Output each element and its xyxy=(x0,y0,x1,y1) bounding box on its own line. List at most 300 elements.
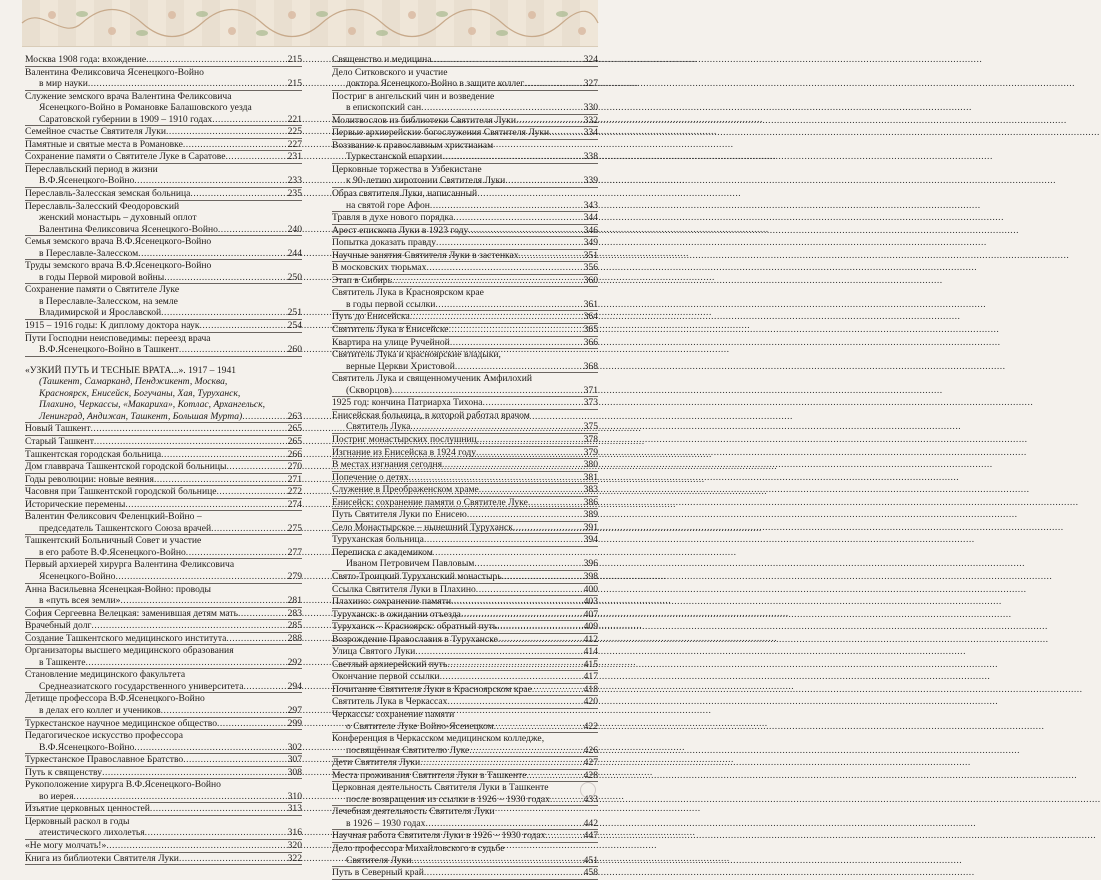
toc-page-number: 271 xyxy=(287,473,302,485)
toc-entry-row xyxy=(332,337,598,349)
toc-entry[interactable] xyxy=(332,324,598,337)
toc-entry-row xyxy=(332,102,598,114)
leader-dots xyxy=(186,547,287,559)
toc-entry-title-line: Воззвание к православным христианам xyxy=(332,139,494,151)
toc-entry-title-line: Анна Васильевна Ясенецкая-Войно: проводы xyxy=(25,583,211,595)
toc-entry[interactable] xyxy=(332,115,598,128)
toc-entry[interactable] xyxy=(332,684,598,697)
toc-entry[interactable] xyxy=(25,365,302,424)
toc-entry-row xyxy=(332,54,598,66)
leader-dots xyxy=(528,497,583,509)
leader-dots xyxy=(476,447,583,459)
leader-dots xyxy=(218,224,287,236)
toc-entry[interactable] xyxy=(25,201,302,237)
toc-entry-row xyxy=(25,657,302,669)
toc-page-number: 398 xyxy=(583,570,598,582)
toc-entry[interactable] xyxy=(25,779,302,803)
leader-dots xyxy=(179,853,287,865)
toc-entry-row xyxy=(332,311,598,323)
leader-dots xyxy=(183,754,286,766)
toc-entry-row xyxy=(332,757,598,769)
toc-entry-title-line: Семейное счастье Святителя Луки xyxy=(25,126,167,138)
toc-entry[interactable] xyxy=(25,620,302,633)
toc-entry[interactable] xyxy=(332,596,598,609)
toc-entry-row xyxy=(25,175,302,187)
toc-entry-row xyxy=(25,827,302,839)
toc-entry-title-line: Туруханская больница xyxy=(332,534,424,546)
toc-entry-title-line: Пути Господни неисповедимы: переезд врача xyxy=(25,332,211,344)
toc-entry-title-line: Путь до Енисейска xyxy=(332,311,410,323)
toc-entry[interactable] xyxy=(25,730,302,754)
toc-entry[interactable] xyxy=(332,709,598,733)
toc-entry-title-line: В местах изгнания сегодня xyxy=(332,459,442,471)
leader-dots xyxy=(421,102,582,114)
toc-entry[interactable] xyxy=(332,757,598,770)
toc-entry-title-line: Ясенецкого-Войно xyxy=(39,570,116,582)
toc-entry-title-line: Черкассы: сохранение памяти xyxy=(332,708,455,720)
leader-dots xyxy=(166,126,287,138)
leader-dots xyxy=(447,696,582,708)
toc-entry[interactable] xyxy=(25,645,302,669)
toc-entry[interactable] xyxy=(332,250,598,263)
toc-entry[interactable] xyxy=(332,373,598,397)
toc-entry[interactable] xyxy=(25,474,302,487)
toc-entry-row xyxy=(332,324,598,336)
toc-entry-title-line: на святой горе Афон xyxy=(346,199,430,211)
toc-entry-title-line: Священство и медицина xyxy=(332,54,432,65)
toc-entry-row xyxy=(332,127,598,139)
toc-entry[interactable] xyxy=(332,867,598,880)
toc-entry[interactable] xyxy=(332,434,598,447)
toc-entry[interactable] xyxy=(332,127,598,140)
toc-entry[interactable] xyxy=(332,671,598,684)
toc-entry[interactable] xyxy=(25,54,302,67)
toc-entry[interactable] xyxy=(25,767,302,780)
toc-entry[interactable] xyxy=(332,237,598,250)
toc-entry-title-line: Возрождение Православия в Туруханске xyxy=(332,633,498,645)
toc-entry[interactable] xyxy=(332,275,598,288)
toc-page-number: 378 xyxy=(583,433,598,445)
toc-page-number: 339 xyxy=(583,175,598,187)
toc-page-number: 288 xyxy=(287,632,302,644)
leader-dots xyxy=(102,767,287,779)
toc-entry-title-line: Саратовской губернии в 1909 – 1910 годах xyxy=(39,113,213,125)
toc-entry[interactable] xyxy=(332,472,598,485)
toc-entry-title-line: Научные занятия Святителя Луки в застенках xyxy=(332,249,519,261)
toc-page-number: 308 xyxy=(287,766,302,778)
toc-entry[interactable] xyxy=(25,669,302,693)
leader-dots xyxy=(424,534,583,546)
toc-page-number: 260 xyxy=(287,344,302,356)
toc-entry[interactable] xyxy=(25,164,302,188)
leader-dots xyxy=(179,344,287,356)
toc-entry[interactable] xyxy=(332,459,598,472)
toc-entry-row xyxy=(332,447,598,459)
section-gap xyxy=(25,357,302,365)
toc-entry-row xyxy=(332,794,598,806)
leader-dots xyxy=(502,571,583,583)
leader-dots xyxy=(430,200,583,212)
toc-entry-row xyxy=(25,754,302,766)
toc-entry-row xyxy=(332,200,598,212)
leader-dots xyxy=(94,436,287,448)
toc-page-number: 442 xyxy=(583,817,598,829)
toc-entry-title-line: Переславльский период в жизни xyxy=(25,163,158,175)
toc-entry[interactable] xyxy=(332,733,598,757)
toc-entry[interactable] xyxy=(25,126,302,139)
toc-entry[interactable] xyxy=(25,151,302,164)
leader-dots xyxy=(497,621,582,633)
toc-page-number: 297 xyxy=(287,704,302,716)
leader-dots xyxy=(242,411,286,423)
leader-dots xyxy=(238,608,287,620)
toc-entry-row xyxy=(332,212,598,224)
toc-entry[interactable] xyxy=(332,522,598,535)
toc-page-number: 324 xyxy=(583,54,598,65)
toc-entry-row xyxy=(25,436,302,448)
toc-page-number: 412 xyxy=(583,633,598,645)
toc-page-number: 360 xyxy=(583,274,598,286)
toc-entry[interactable] xyxy=(332,484,598,497)
leader-dots xyxy=(392,385,583,397)
toc-entry-title-line: Енисейская больница, в которой работал врачом xyxy=(332,409,530,421)
toc-entry-row xyxy=(25,791,302,803)
toc-entry[interactable] xyxy=(332,659,598,672)
toc-entry-row xyxy=(332,275,598,287)
leader-dots xyxy=(483,397,583,409)
toc-page-number: 344 xyxy=(583,212,598,224)
leader-dots xyxy=(226,151,287,163)
toc-entry-row xyxy=(25,411,302,423)
leader-dots xyxy=(468,225,582,237)
toc-entry-title-line: Путь в Северный край xyxy=(332,867,424,879)
leader-dots xyxy=(455,361,583,373)
toc-entry-title-line: Туруханск: в ожидании отъезда xyxy=(332,608,461,620)
toc-page-number: 451 xyxy=(583,854,598,866)
toc-entry[interactable] xyxy=(332,534,598,547)
leader-dots xyxy=(211,523,287,535)
toc-entry-title-line: В московских тюрьмах xyxy=(332,262,427,274)
toc-entry-title-line: в Ташкенте xyxy=(39,656,86,668)
toc-entry[interactable] xyxy=(332,447,598,460)
toc-entry[interactable] xyxy=(25,67,302,91)
leader-dots xyxy=(161,449,286,461)
toc-entry-title-line: Постриг монастырских послушниц xyxy=(332,433,477,445)
toc-entry[interactable] xyxy=(332,609,598,622)
leader-dots xyxy=(469,745,582,757)
toc-entry-title-line: «УЗКИЙ ПУТЬ И ТЕСНЫЕ ВРАТА...». 1917 – 1941 xyxy=(25,364,237,376)
toc-entry-title-line: Валентина Феликсовича Ясенецкого-Войно xyxy=(25,66,204,78)
toc-entry[interactable] xyxy=(25,754,302,767)
toc-entry-title-line: Плахино: сохранение памяти xyxy=(332,596,452,608)
toc-page-number: 275 xyxy=(287,522,302,534)
toc-entry[interactable] xyxy=(25,461,302,474)
toc-entry-row xyxy=(25,803,302,815)
toc-entry-row xyxy=(25,78,302,90)
toc-entry-title-line: Арест епископа Луки в 1923 году xyxy=(332,224,469,236)
toc-page-number: 380 xyxy=(583,459,598,471)
leader-dots xyxy=(217,718,287,730)
toc-entry-title-line: Врачебный долг xyxy=(25,620,92,632)
toc-page-number: 250 xyxy=(287,271,302,283)
toc-entry-row xyxy=(25,523,302,535)
toc-entry[interactable] xyxy=(25,139,302,152)
leader-dots xyxy=(74,791,287,803)
toc-entry-row xyxy=(332,867,598,879)
toc-page-number: 396 xyxy=(583,558,598,570)
toc-entry-title-line: 1925 год: кончина Патриарха Тихона xyxy=(332,397,483,409)
toc-page-number: 386 xyxy=(583,496,598,508)
toc-entry-title-line: в его работе В.Ф.Ясенецкого-Войно xyxy=(39,546,186,558)
toc-entry-title-line: Туркестанское Православное Братство xyxy=(25,754,184,766)
toc-entry[interactable] xyxy=(332,410,598,434)
toc-entry-row xyxy=(25,571,302,583)
toc-entry[interactable] xyxy=(25,816,302,840)
toc-entry[interactable] xyxy=(25,584,302,608)
toc-entry[interactable] xyxy=(332,782,598,806)
toc-entry[interactable] xyxy=(332,337,598,350)
toc-page-number: 227 xyxy=(287,138,302,150)
toc-entry[interactable] xyxy=(332,349,598,373)
toc-entry-title-line: Сохранение памяти о Святителе Луке xyxy=(25,284,180,296)
toc-page-number: 274 xyxy=(287,498,302,510)
toc-entry-row xyxy=(332,262,598,274)
toc-entry-row xyxy=(332,830,598,842)
toc-entry-row xyxy=(332,434,598,446)
toc-entry-title-line: Валентин Феликсович Феленцкий-Войно – xyxy=(25,511,202,523)
toc-entry[interactable] xyxy=(25,423,302,436)
toc-entry[interactable] xyxy=(332,547,598,571)
toc-entry[interactable] xyxy=(332,646,598,659)
toc-entry-row xyxy=(332,472,598,484)
toc-page-number: 366 xyxy=(583,336,598,348)
toc-page-number: 235 xyxy=(287,188,302,200)
toc-page-number: 320 xyxy=(287,840,302,851)
toc-entry-title-line: Туркестанское научное медицинское общество xyxy=(25,717,217,729)
leader-dots xyxy=(216,486,286,498)
toc-entry-title-line: Этап в Сибирь xyxy=(332,274,392,286)
toc-entry[interactable] xyxy=(25,236,302,260)
toc-entry-title-line: Среднеазиатского государственного университета xyxy=(39,680,244,692)
toc-entry-title-line: Первые архиерейские богослужения Святителя Луки xyxy=(332,127,550,139)
toc-entry-title-line: Церковные торжества в Узбекистане xyxy=(332,163,482,175)
leader-dots xyxy=(476,584,583,596)
toc-entry[interactable] xyxy=(332,571,598,584)
leader-dots xyxy=(449,324,583,336)
toc-entry-row xyxy=(25,248,302,260)
toc-entry[interactable] xyxy=(25,633,302,646)
toc-entry[interactable] xyxy=(332,830,598,843)
toc-page-number: 346 xyxy=(583,224,598,236)
toc-entry-title-line: В.Ф.Ясенецкого-Войно xyxy=(39,741,135,753)
toc-entry[interactable] xyxy=(25,511,302,535)
toc-entry[interactable] xyxy=(332,188,598,212)
toc-page-number: 428 xyxy=(583,769,598,781)
toc-entry-row xyxy=(332,684,598,696)
toc-entry-row xyxy=(332,609,598,621)
toc-page-number: 365 xyxy=(583,324,598,336)
toc-entry[interactable] xyxy=(25,91,302,127)
toc-page-number: 322 xyxy=(287,852,302,864)
toc-entry[interactable] xyxy=(332,806,598,830)
toc-entry[interactable] xyxy=(25,320,302,333)
toc-entry[interactable] xyxy=(332,67,598,91)
toc-entry-row xyxy=(25,499,302,511)
toc-entry[interactable] xyxy=(332,509,598,522)
toc-entry[interactable] xyxy=(25,486,302,499)
toc-entry[interactable] xyxy=(25,260,302,284)
toc-entry-row xyxy=(25,54,302,66)
toc-entry-row xyxy=(332,855,598,867)
toc-entry[interactable] xyxy=(25,559,302,583)
toc-entry[interactable] xyxy=(332,91,598,115)
toc-entry[interactable] xyxy=(332,54,598,67)
toc-entry-title-line: Книга из библиотеки Святителя Луки xyxy=(25,852,179,864)
toc-entry-title-line: Туруханск – Красноярск: обратный путь xyxy=(332,621,498,633)
toc-entry-row xyxy=(332,522,598,534)
toc-entry-row xyxy=(332,646,598,658)
toc-entry-title-line: после возвращения из ссылки в 1926 – 1930 годах xyxy=(346,793,550,805)
toc-entry-title-line: Церковный раскол в годы xyxy=(25,815,130,827)
toc-entry[interactable] xyxy=(25,840,302,853)
toc-entry-title-line: во иерея xyxy=(39,790,74,802)
leader-dots xyxy=(494,721,583,733)
toc-entry[interactable] xyxy=(332,140,598,164)
toc-entry[interactable] xyxy=(25,499,302,512)
leader-dots xyxy=(415,646,582,658)
leader-dots xyxy=(424,867,583,879)
toc-entry-row xyxy=(332,299,598,311)
toc-page-number: 349 xyxy=(583,237,598,249)
toc-entry-row xyxy=(332,509,598,521)
toc-entry-title-line: в «путь всея земли» xyxy=(39,595,121,607)
leader-dots xyxy=(145,827,287,839)
toc-entry-row xyxy=(25,461,302,473)
toc-page-number: 447 xyxy=(583,830,598,842)
toc-page-number: 272 xyxy=(287,486,302,498)
toc-entry-title-line: Переписка с академиком xyxy=(332,546,433,558)
leader-dots xyxy=(451,596,583,608)
toc-entry-row xyxy=(25,139,302,151)
toc-entry-title-line: Памятные и святые места в Романовке xyxy=(25,138,183,150)
toc-entry-title-line: верные Церкви Христовой xyxy=(346,360,455,372)
toc-entry-title-line: Святитель Лука и красноярские владыки, xyxy=(332,349,501,361)
toc-entry-title-line: Научная работа Святителя Луки в 1926 – 1930 годах xyxy=(332,830,546,842)
toc-entry-row xyxy=(25,681,302,693)
toc-page-number: 400 xyxy=(583,583,598,595)
toc-entry[interactable] xyxy=(25,608,302,621)
toc-entry-title-line: Изъятие церковных ценностей xyxy=(25,803,150,815)
toc-entry[interactable] xyxy=(25,535,302,559)
toc-entry[interactable] xyxy=(25,803,302,816)
toc-entry[interactable] xyxy=(332,225,598,238)
toc-entry-row xyxy=(25,151,302,163)
toc-entry[interactable] xyxy=(332,287,598,311)
toc-page-number: 244 xyxy=(287,247,302,259)
leader-dots xyxy=(450,337,583,349)
toc-entry-row xyxy=(25,718,302,730)
toc-entry-title-line: Путь к священству xyxy=(25,766,103,778)
toc-entry-title-line: Молитвослов из библиотеки Святителя Луки xyxy=(332,114,517,126)
toc-entry-row xyxy=(25,595,302,607)
toc-entry-row xyxy=(25,742,302,754)
leader-dots xyxy=(505,175,582,187)
toc-page-number: 375 xyxy=(583,421,598,433)
toc-entry-title-line: Ссылка Святителя Луки в Плахино xyxy=(332,583,476,595)
toc-entry-title-line: Святитель Лука в Енисейске xyxy=(332,324,449,336)
toc-entry-row xyxy=(332,634,598,646)
toc-entry-row xyxy=(332,397,598,409)
toc-entry-title-line: Плахино, Черкассы, «Макариха», Котлас, Архангельск, xyxy=(39,399,266,411)
toc-entry-row xyxy=(332,250,598,262)
toc-entry[interactable] xyxy=(25,449,302,462)
leader-dots xyxy=(549,127,582,139)
toc-entry[interactable] xyxy=(25,333,302,357)
toc-entry-row xyxy=(25,114,302,126)
toc-entry[interactable] xyxy=(332,770,598,783)
toc-entry[interactable] xyxy=(25,718,302,731)
toc-entry-title-line: Образ святителя Луки, написанный xyxy=(332,188,478,200)
decorative-ornament-band xyxy=(22,0,598,47)
toc-entry[interactable] xyxy=(332,164,598,188)
toc-entry[interactable] xyxy=(332,212,598,225)
toc-page-number: 391 xyxy=(583,521,598,533)
toc-entry-title-line: Святитель Лука и священномученик Амфилохий xyxy=(332,373,532,385)
toc-entry-row xyxy=(332,721,598,733)
toc-entry-title-line: Организаторы высшего медицинского образования xyxy=(25,645,234,657)
toc-entry[interactable] xyxy=(25,284,302,320)
toc-page-number: 389 xyxy=(583,509,598,521)
toc-entry[interactable] xyxy=(332,696,598,709)
toc-entry-title-line: Служение земского врача Валентина Феликсовича xyxy=(25,90,232,102)
toc-entry-title-line: Святитель Лука в Черкассах xyxy=(332,696,448,708)
toc-entry[interactable] xyxy=(332,584,598,597)
toc-entry-row xyxy=(332,175,598,187)
toc-entry[interactable] xyxy=(332,621,598,634)
toc-entry-title-line: в годы первой ссылки xyxy=(346,298,436,310)
toc-entry-row xyxy=(25,188,302,200)
toc-entry-title-line: Годы революции: новые веяния xyxy=(25,473,154,485)
leader-dots xyxy=(410,311,583,323)
toc-entry[interactable] xyxy=(332,311,598,324)
toc-entry[interactable] xyxy=(25,188,302,201)
toc-entry[interactable] xyxy=(25,436,302,449)
toc-entry[interactable] xyxy=(332,397,598,410)
toc-entry-row xyxy=(332,534,598,546)
toc-entry[interactable] xyxy=(332,262,598,275)
toc-entry-title-line: Лечебная деятельность Святителя Луки xyxy=(332,806,495,818)
toc-entry[interactable] xyxy=(332,497,598,510)
toc-page-number: 332 xyxy=(583,114,598,126)
leader-dots xyxy=(91,423,287,435)
leader-dots xyxy=(516,115,583,127)
toc-entry[interactable] xyxy=(25,853,302,866)
leader-dots xyxy=(85,657,286,669)
toc-entry[interactable] xyxy=(25,693,302,717)
toc-page-number: 310 xyxy=(287,790,302,802)
toc-entry-title-line: Святитель Лука xyxy=(346,421,411,433)
toc-page-number: 383 xyxy=(583,484,598,496)
toc-entry[interactable] xyxy=(332,634,598,647)
toc-entry-row xyxy=(25,840,302,852)
toc-entry-title-line: Переславль-Залесская земская больница xyxy=(25,188,191,200)
toc-entry-row xyxy=(25,224,302,236)
toc-entry-title-line: посвящённая Святителю Луке xyxy=(346,744,470,756)
toc-entry-row xyxy=(332,818,598,830)
toc-entry-row xyxy=(332,696,598,708)
toc-entry-title-line: Служение в Преображенском храме xyxy=(332,484,479,496)
toc-entry[interactable] xyxy=(332,843,598,867)
